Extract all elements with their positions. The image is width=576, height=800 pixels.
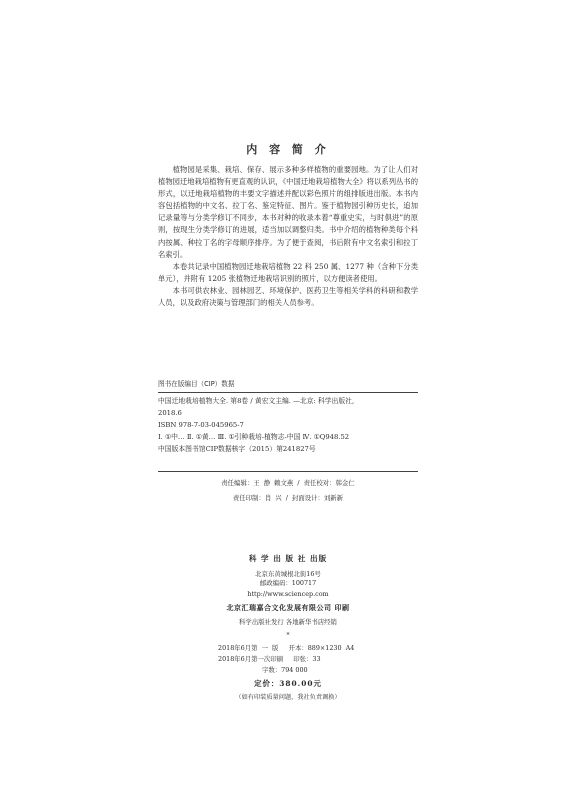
- publisher-website: http://www.sciencep.com: [247, 590, 329, 598]
- content-summary: [158, 164, 418, 309]
- cip-data-block: [158, 395, 418, 455]
- distributor: 科学出版社发行 各地新华书店经销: [239, 618, 337, 626]
- summary-paragraph-2: 本卷共记录中国植物园迁地栽培植物 22 科 250 属、1277 种（含种下分类单元），并附有 1205 张植物迁地栽培识别的照片，以方便读者使用。: [158, 261, 418, 283]
- cip-year-line: 2018.6: [158, 409, 182, 417]
- cip-classification: Ⅰ. ①中… Ⅱ. ①黄… Ⅲ. ①引种栽培-植物志-中国 Ⅳ. ①Q948.52: [158, 433, 350, 441]
- page-title: 内 容 简 介: [246, 143, 330, 156]
- word-count: 字数：794 000: [262, 666, 308, 674]
- cip-header: 图书在版编目（CIP）数据: [158, 378, 418, 393]
- production-credits: 责任印制：肖 兴 / 封面设计：刘新新: [232, 494, 344, 502]
- summary-paragraph-1: 植物园是采集、栽培、保存、展示多种多样植物的重要园地。为了让人们对植物园迁地栽培植物有更直观的认识，《中国迁地栽培植物大全》将以系列丛书的形式，以迁地栽培植物的丰要文字描述并配以彩色照片的组排版进出版。本书内容包括植物的中文名、拉丁名、鉴定特征、图片。鉴于植物园引种历史长，追加记录量等与分类学修订不同步，本书对种的收录本着“尊重史实，与时俱进”的原则，按现生分类学修订的进展，适当加以调整归类。书中介绍的植物种类每个科内按属、种拉丁名的字母顺序排序。为了便于查阅，书后附有中文名索引和拉丁名索引。: [158, 165, 418, 259]
- publisher-postcode: 邮政编码：100717: [259, 579, 317, 587]
- cip-divider: [158, 471, 418, 472]
- cip-title-line: 中国迁地栽培植物大全. 第8卷 / 黄宏文主编. —北京: 科学出版社,: [158, 397, 355, 405]
- editor-credits: 责任编辑：王 静 赖文燕 / 责任校对：韩金仁: [221, 479, 355, 487]
- cip-isbn: ISBN 978-7-03-045965-7: [158, 421, 244, 429]
- quality-notice: （如有印装质量问题，我社负责调换）: [235, 694, 341, 701]
- printing-info: 2018年6月第一次印刷 印张：33: [218, 655, 321, 663]
- price: 定价：380.00元: [254, 679, 322, 688]
- edition-info: 2018年6月第 一 版 开本：889×1230 A4: [218, 644, 355, 652]
- cip-library-ref: 中国版本图书馆CIP数据核字（2015）第241827号: [158, 445, 316, 453]
- summary-paragraph-3: 本书可供农林业、园林园艺、环境保护、医药卫生等相关学科的科研和教学人员，以及政府决策与管理部门的相关人员参考。: [158, 285, 418, 308]
- publisher-address: 北京东黄城根北街16号: [255, 570, 321, 578]
- printer-name: 北京汇瑞嘉合文化发展有限公司 印刷: [226, 603, 350, 612]
- publisher-name: 科 学 出 版 社 出版: [248, 554, 328, 563]
- separator-star: *: [286, 632, 290, 639]
